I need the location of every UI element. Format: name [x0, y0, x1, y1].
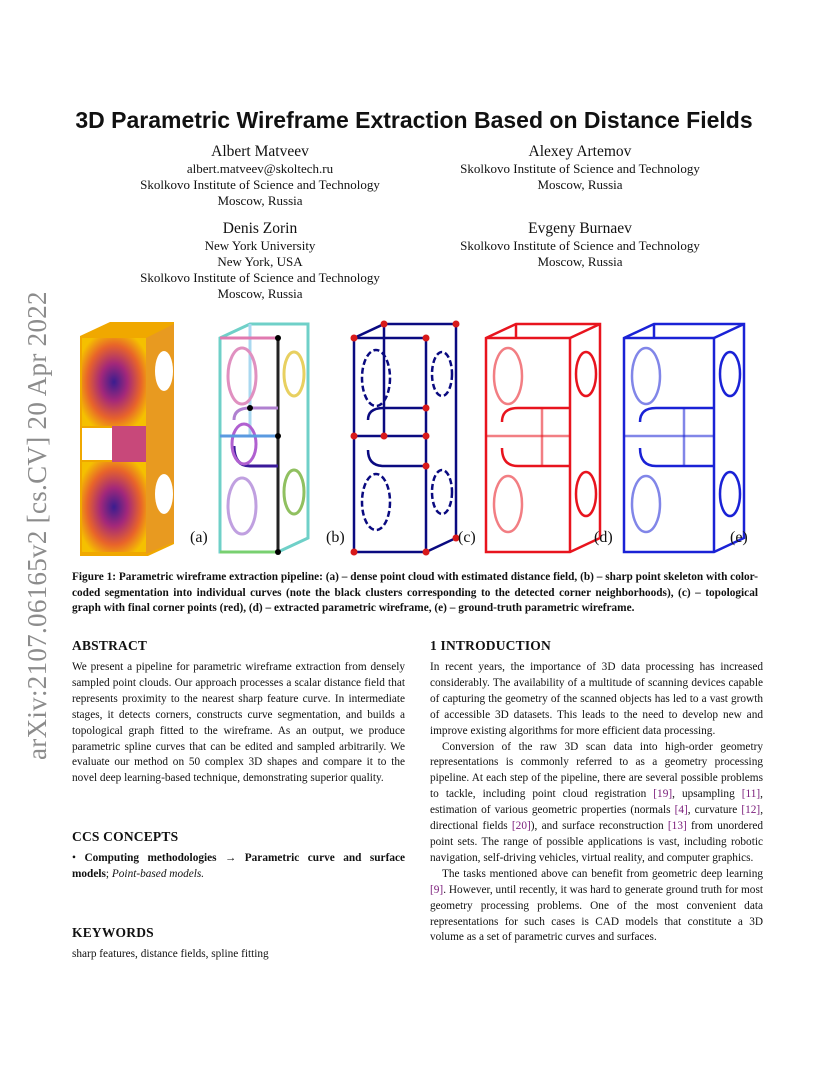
panel-label-a: (a): [190, 529, 208, 546]
citation-link[interactable]: [11]: [741, 788, 761, 801]
text-run: , estimation of various geometric properties (normals: [430, 788, 763, 817]
intro-paragraph-2: [430, 740, 763, 867]
panel-label-c: (c): [458, 529, 476, 546]
panel-e-ground-truth-wireframe: [624, 324, 744, 552]
ccs-bullet: •: [72, 852, 76, 865]
citation-link[interactable]: [13]: [667, 820, 687, 833]
figure-1-illustration: [72, 316, 762, 556]
author-affiliation: New York University: [204, 238, 316, 253]
right-column: [430, 638, 763, 946]
abstract-heading: ABSTRACT: [72, 638, 148, 653]
figure-caption: Figure 1: Parametric wireframe extraction pipeline: (a) – dense point cloud with estimated distance field, (b) – sharp point skeleton with color-coded segmentation into individual curves (note the black clusters corresponding to the detected corner neighborhoods), (c) – topological graph with final corner points (red), (d) – extracted parametric wireframe, (e) – ground-truth parametric wireframe.: [72, 571, 758, 614]
figure-1: [72, 316, 762, 556]
author-block-3: [110, 219, 410, 302]
paper-title: 3D Parametric Wireframe Extraction Based on Distance Fields: [75, 107, 753, 133]
author-name: Denis Zorin: [222, 220, 298, 237]
author-email: albert.matveev@skoltech.ru: [186, 161, 334, 176]
arxiv-identifier: arXiv:2107.06165v2 [cs.CV] 20 Apr 2022: [22, 291, 52, 760]
author-location: Moscow, Russia: [217, 286, 303, 301]
introduction-heading: 1 INTRODUCTION: [430, 638, 551, 653]
ccs-bold-concept: Computing methodologies → Parametric curve and surface models: [72, 852, 406, 881]
citation-link[interactable]: [9]: [430, 883, 444, 896]
ccs-separator: ;: [105, 868, 112, 881]
citation-link[interactable]: [19]: [653, 788, 673, 801]
panel-label-e: (e): [730, 529, 748, 546]
text-run: from unordered point sets. The range of possible applications is vast, including robotic navigation, self-driving vehicles, virtual reality, and computer graphics.: [430, 820, 763, 864]
citation-link[interactable]: [4]: [674, 804, 688, 817]
author-name: Albert Matveev: [211, 143, 309, 160]
ccs-italic-concept: Point-based models.: [111, 868, 205, 881]
text-run: ), and surface reconstruction: [530, 820, 668, 833]
text-run: , directional fields: [430, 804, 764, 833]
ccs-concept: [72, 851, 405, 883]
left-column: [72, 638, 405, 963]
abstract-text: We present a pipeline for parametric wireframe extraction from densely sampled point clouds. Our approach processes a scalar distance field that represents proximity to the nearest sharp feature curve. In intermediate stages, it detects corners, constructs curve segmentation, and builds a topological graph fitted to the wireframe. As an output, we produce parametric spline curves that can be edited and sampled arbitrarily. We evaluate our method on 50 complex 3D shapes and compare it to the novel deep learning-based technique, demonstrating superior quality.: [72, 661, 405, 785]
keywords-text: sharp features, distance fields, spline fitting: [72, 948, 269, 961]
author-block-2: [430, 142, 730, 193]
panel-d-extracted-wireframe: [486, 324, 600, 552]
panel-b-sharp-point-skeleton: [220, 324, 308, 555]
panel-a-distance-field: [80, 322, 174, 556]
author-location: Moscow, Russia: [537, 177, 623, 192]
author-affiliation: Skolkovo Institute of Science and Technology: [460, 238, 700, 253]
author-affiliation: Skolkovo Institute of Science and Technology: [140, 270, 380, 285]
ccs-heading: CCS CONCEPTS: [72, 829, 179, 845]
author-block-1: [110, 142, 410, 209]
intro-paragraph-3: [430, 867, 763, 947]
author-name: Alexey Artemov: [528, 143, 632, 160]
author-affiliation: Skolkovo Institute of Science and Technology: [460, 161, 700, 176]
text-run: Conversion of the raw 3D scan data into high-order geometry representations is commonly referred to as a geometry processing pipeline. At each step of the pipeline, there are several possible problems to tackle, including point cloud registration: [430, 740, 763, 801]
panel-c-topological-graph: [351, 321, 460, 556]
text-run: . However, until recently, it was hard to generate ground truth for most geometry processing problems. One of the most convenient data representations for such cases is CAD models that constitute a 3D volume as a set of parametric curves and surfaces.: [430, 883, 763, 944]
author-location: Moscow, Russia: [217, 193, 303, 208]
panel-label-b: (b): [326, 529, 345, 546]
author-affiliation: Skolkovo Institute of Science and Technology: [140, 177, 380, 192]
text-run: The tasks mentioned above can benefit from geometric deep learning: [442, 867, 763, 880]
citation-link[interactable]: [12]: [741, 804, 761, 817]
keywords-heading: KEYWORDS: [72, 925, 154, 941]
author-block-4: [430, 219, 730, 270]
author-location: New York, USA: [217, 254, 303, 269]
text-run: , curvature: [687, 804, 742, 817]
author-name: Evgeny Burnaev: [528, 220, 632, 237]
citation-link[interactable]: [20]: [511, 820, 531, 833]
intro-paragraph-1: In recent years, the importance of 3D data processing has increased considerably. The availability of a multitude of scanning devices capable of capturing the geometry of the scanned objects has led to a vast growth of accessible 3D datasets. This leads to the need to develop new and improve existing algorithms for more efficient data processing.: [430, 661, 763, 737]
panel-label-d: (d): [594, 529, 613, 546]
author-location: Moscow, Russia: [537, 254, 623, 269]
text-run: , upsampling: [672, 788, 742, 801]
